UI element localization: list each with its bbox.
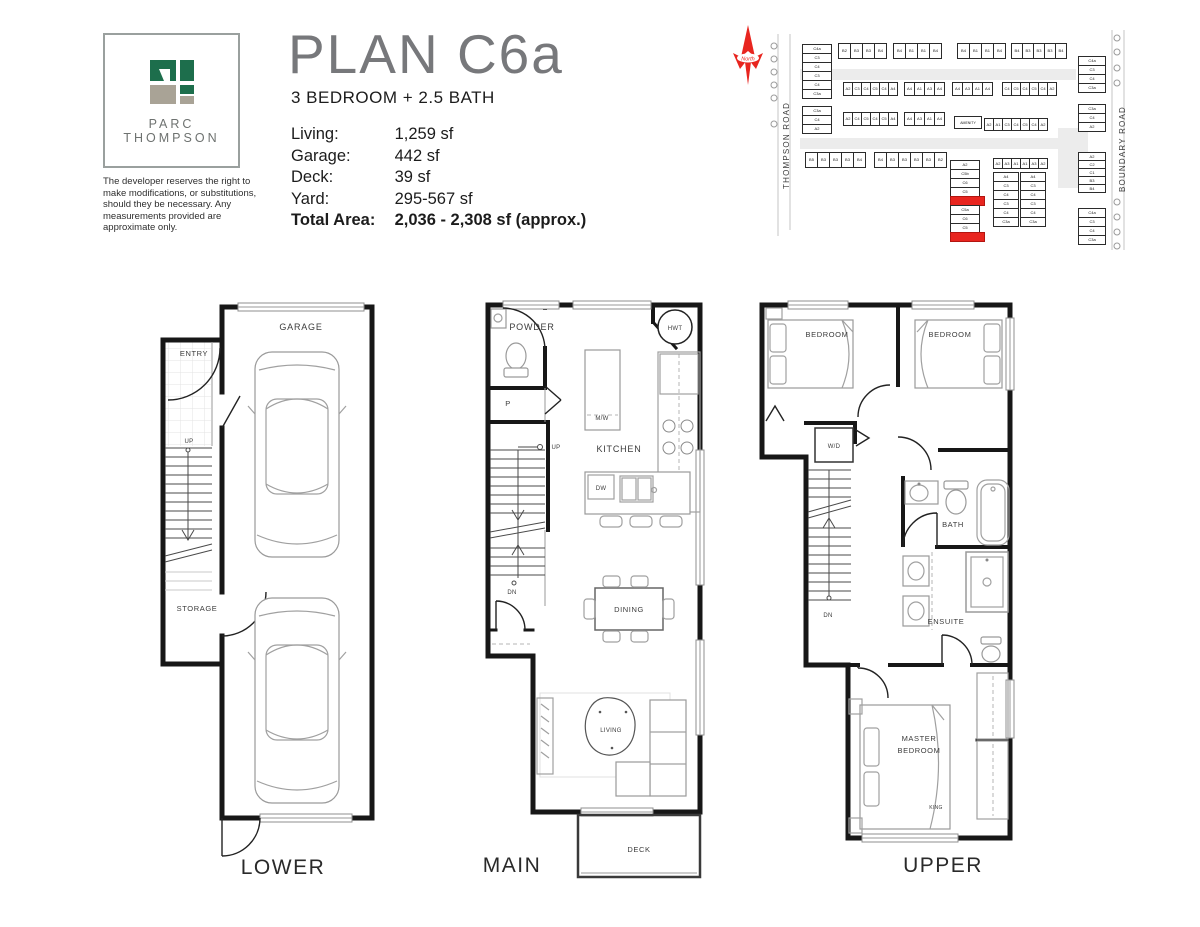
- brand-logo-box: [103, 33, 240, 168]
- site-unit: C4: [1020, 190, 1046, 200]
- site-unit: C3: [993, 199, 1019, 209]
- site-unit: A2: [1078, 122, 1106, 132]
- plan-title-main: MAIN: [482, 854, 542, 877]
- site-unit: C5a: [950, 205, 980, 215]
- site-unit: C5: [1029, 82, 1039, 96]
- stair-label-dn: DN: [823, 613, 833, 619]
- site-unit: C4: [1038, 82, 1048, 96]
- site-unit: A3: [1002, 158, 1012, 169]
- site-unit: B3: [1044, 43, 1056, 59]
- site-unit: A4: [904, 82, 915, 96]
- site-unit: B3: [850, 43, 863, 59]
- site-unit: A1: [1020, 158, 1030, 169]
- site-unit: C4: [1078, 74, 1106, 84]
- site-unit: B3: [829, 152, 842, 168]
- site-unit: B3: [886, 152, 899, 168]
- site-unit: B4: [874, 43, 887, 59]
- site-unit: A2: [802, 124, 832, 134]
- coffee-table-icon: [585, 698, 635, 755]
- site-unit: C4a: [1078, 56, 1106, 66]
- site-unit: C4: [802, 80, 832, 90]
- site-unit: C3: [1078, 65, 1106, 75]
- site-unit: A4: [993, 172, 1019, 182]
- bed-icon: [766, 308, 853, 388]
- spec-row-living: [291, 124, 586, 146]
- site-unit: A4: [888, 82, 898, 96]
- room-label-garage: GARAGE: [279, 322, 323, 332]
- label-dishwasher: DW: [595, 486, 607, 492]
- floor-plan-upper: [750, 290, 1020, 927]
- toilet-icon: [981, 637, 1001, 662]
- room-label-master2: BEDROOM: [897, 746, 941, 755]
- room-label-powder: POWDER: [509, 322, 555, 332]
- toilet-icon: [504, 343, 528, 377]
- room-label-ensuite: ENSUITE: [927, 617, 965, 626]
- site-unit: C4: [1078, 226, 1106, 236]
- site-unit: B3: [922, 152, 935, 168]
- site-unit: A3: [962, 82, 973, 96]
- site-unit: C3: [1002, 118, 1012, 131]
- road-label-thompson: THOMPSON ROAD: [782, 101, 791, 189]
- site-unit: C3a: [802, 106, 832, 116]
- site-unit: A4: [1020, 172, 1046, 182]
- site-unit: C4: [802, 62, 832, 72]
- site-unit: C4: [993, 208, 1019, 218]
- ensuite-door-arc: [942, 635, 972, 665]
- site-unit: A1: [993, 118, 1003, 131]
- spec-row-garage: [291, 146, 586, 168]
- site-unit: C3: [1020, 181, 1046, 191]
- staircase-up-icon: [165, 448, 212, 590]
- site-unit: A1: [972, 82, 983, 96]
- site-unit: C4: [1020, 208, 1046, 218]
- site-unit: C5: [950, 187, 980, 197]
- bathtub-icon: [977, 480, 1009, 545]
- site-unit: A2: [843, 112, 853, 126]
- site-unit: B4: [893, 43, 906, 59]
- car-icon: [248, 352, 346, 557]
- entry-door: [488, 601, 533, 644]
- site-unit: B3: [898, 152, 911, 168]
- site-unit: B4: [1055, 43, 1067, 59]
- site-unit: A1: [924, 112, 935, 126]
- site-unit: B1: [969, 43, 982, 59]
- room-label-dining: DINING: [614, 605, 644, 614]
- spec-row-total: [291, 210, 586, 232]
- site-unit: C4: [852, 112, 862, 126]
- plan-title-upper: UPPER: [903, 854, 983, 877]
- room-label-bedroom2: BEDROOM: [928, 330, 972, 339]
- stair-label-up: UP: [184, 439, 194, 445]
- disclaimer-text: The developer reserves the right to make modifications, or substitutions, should they be necessary. Any measurements provided are approximate only.: [103, 176, 257, 233]
- compass-label: North: [741, 56, 755, 63]
- site-unit: A2: [950, 160, 980, 170]
- wd-door-chevron: [856, 430, 869, 446]
- page-subtitle: 3 BEDROOM + 2.5 BATH: [291, 88, 495, 107]
- bar-stools: [600, 516, 682, 527]
- spec-label: Yard:: [291, 189, 330, 208]
- spec-total-value: 2,036 - 2,308 sf (approx.): [394, 211, 587, 229]
- spec-label: Deck:: [291, 168, 334, 186]
- stove-icon: [663, 420, 693, 454]
- site-unit: A4: [934, 112, 945, 126]
- site-unit: C3: [993, 181, 1019, 191]
- site-unit: B4: [929, 43, 942, 59]
- site-unit: C4: [870, 112, 880, 126]
- bedroom2-door-arc: [898, 437, 931, 470]
- site-unit: A3: [924, 82, 935, 96]
- site-unit: B4: [1078, 184, 1106, 193]
- pantry-bifold-door: [545, 386, 561, 414]
- staircase-main-icon: [490, 445, 545, 586]
- stair-label-up: UP: [551, 445, 561, 451]
- site-unit: B5: [805, 152, 818, 168]
- site-unit: A2: [1038, 158, 1048, 169]
- label-wd: W/D: [827, 444, 841, 450]
- site-unit: C3a: [802, 89, 832, 99]
- master-door-arc: [858, 665, 888, 698]
- shower-icon: [966, 552, 1008, 612]
- room-label-master1: MASTER: [901, 734, 937, 743]
- site-unit: C1: [1078, 168, 1106, 177]
- room-label-storage: STORAGE: [176, 604, 218, 613]
- spec-total-label: Total Area:: [291, 211, 376, 229]
- site-unit: B3: [817, 152, 830, 168]
- site-unit: B1: [917, 43, 930, 59]
- site-unit: C4: [861, 82, 871, 96]
- spec-value: 1,259 sf: [394, 125, 454, 143]
- bedroom1-door-arc: [858, 385, 890, 417]
- site-unit: A2: [993, 158, 1003, 169]
- site-unit: C4: [1011, 118, 1021, 131]
- site-unit: A4: [934, 82, 945, 96]
- site-unit: A4: [982, 82, 993, 96]
- site-unit: C5: [879, 112, 889, 126]
- closet-chevron: [766, 406, 784, 421]
- site-unit: C5b: [950, 169, 980, 179]
- site-unit: B4: [993, 43, 1006, 59]
- site-unit: C3a: [993, 217, 1019, 227]
- site-unit: C6: [950, 214, 980, 224]
- site-unit: A3: [1029, 158, 1039, 169]
- spec-value: 295-567 sf: [394, 189, 473, 208]
- site-unit: B3: [862, 43, 875, 59]
- parc-thompson-logo-icon: [149, 59, 195, 105]
- spec-row-deck: [291, 167, 586, 189]
- room-label-bedroom1: BEDROOM: [805, 330, 849, 339]
- site-unit: B2: [838, 43, 851, 59]
- site-unit-highlighted: [950, 232, 985, 242]
- spec-label: Living:: [291, 125, 339, 143]
- site-unit: C3a: [1078, 235, 1106, 245]
- label-king: KING: [929, 805, 943, 811]
- site-unit: A4: [952, 82, 963, 96]
- site-unit: A2: [984, 118, 994, 131]
- site-unit: C5: [870, 82, 880, 96]
- car-icon: [248, 598, 346, 803]
- spec-label: Garage:: [291, 146, 351, 165]
- room-label-kitchen: KITCHEN: [596, 444, 642, 454]
- road-label-boundary: BOUNDARY ROAD: [1118, 106, 1127, 192]
- site-unit: A2: [1078, 152, 1106, 161]
- spec-value: 39 sf: [394, 168, 431, 186]
- site-unit: A1: [1011, 158, 1021, 169]
- stair-label-dn: DN: [507, 590, 517, 596]
- toilet-icon: [944, 481, 968, 514]
- site-unit: C3: [1020, 199, 1046, 209]
- site-unit: C4: [879, 82, 889, 96]
- site-unit: C4: [1029, 118, 1039, 131]
- north-compass-icon: [728, 24, 768, 86]
- site-unit: B4: [874, 152, 887, 168]
- site-unit: C4: [1078, 113, 1106, 123]
- site-unit: B3: [1022, 43, 1034, 59]
- site-unit: B1: [905, 43, 918, 59]
- site-unit: C3: [1078, 217, 1106, 227]
- brand-name: PARC THOMPSON: [123, 117, 220, 145]
- tv-console-icon: [537, 698, 553, 774]
- site-unit: C6: [950, 178, 980, 188]
- plan-title-lower: LOWER: [240, 856, 326, 879]
- sink-icon: [491, 309, 506, 328]
- site-unit: C4: [1002, 82, 1012, 96]
- site-map: [728, 24, 1164, 254]
- site-unit: C5: [861, 112, 871, 126]
- site-unit: C4: [993, 190, 1019, 200]
- site-unit: A4: [904, 112, 915, 126]
- site-unit: B4: [1011, 43, 1023, 59]
- site-unit: C3: [802, 71, 832, 81]
- site-unit: C4: [1020, 82, 1030, 96]
- site-unit: A1: [914, 82, 925, 96]
- site-unit: C4a: [802, 44, 832, 54]
- site-unit: C3: [852, 82, 862, 96]
- site-unit: C4a: [1078, 208, 1106, 218]
- site-unit: B3: [910, 152, 923, 168]
- site-unit: C4: [802, 115, 832, 125]
- floor-plan-main: [470, 290, 715, 890]
- site-unit: B3: [1033, 43, 1045, 59]
- room-label-bath: BATH: [942, 520, 964, 529]
- page-title: PLAN C6a: [288, 23, 564, 85]
- label-microwave: M/W: [595, 416, 609, 422]
- room-label-living: LIVING: [600, 728, 622, 734]
- bath-door-arc: [903, 513, 937, 547]
- site-unit: C3a: [1020, 217, 1046, 227]
- site-unit: C5: [950, 223, 980, 233]
- site-unit: B4: [957, 43, 970, 59]
- label-hwt: HWT: [667, 326, 683, 332]
- site-unit: C3a: [1078, 104, 1106, 114]
- site-unit: C2: [1078, 160, 1106, 169]
- site-unit: A2: [1047, 82, 1057, 96]
- room-label-deck: DECK: [627, 845, 651, 854]
- site-unit: A2: [843, 82, 853, 96]
- staircase-upper-icon: [808, 470, 851, 600]
- site-unit: C5: [1011, 82, 1021, 96]
- site-unit: B4: [853, 152, 866, 168]
- site-unit: C3: [802, 53, 832, 63]
- site-unit: C5: [1020, 118, 1030, 131]
- master-closet-icon: [977, 673, 1008, 819]
- room-label-entry: ENTRY: [179, 349, 209, 358]
- bath-vanity-icon: [905, 481, 938, 504]
- spec-list: [291, 124, 586, 232]
- floor-plan-lower: [150, 290, 390, 890]
- site-unit: A4: [888, 112, 898, 126]
- site-unit: B1: [981, 43, 994, 59]
- site-unit: C3a: [1078, 83, 1106, 93]
- king-bed-icon: [849, 699, 950, 833]
- spec-value: 442 sf: [394, 146, 440, 165]
- site-unit: B3: [1078, 176, 1106, 185]
- site-unit: A2: [1038, 118, 1048, 131]
- label-pantry: P: [505, 399, 511, 408]
- spec-row-yard: [291, 189, 586, 211]
- amenity-building: AMENITY: [954, 116, 982, 129]
- site-unit: B2: [934, 152, 947, 168]
- site-unit: A3: [914, 112, 925, 126]
- site-unit: B3: [841, 152, 854, 168]
